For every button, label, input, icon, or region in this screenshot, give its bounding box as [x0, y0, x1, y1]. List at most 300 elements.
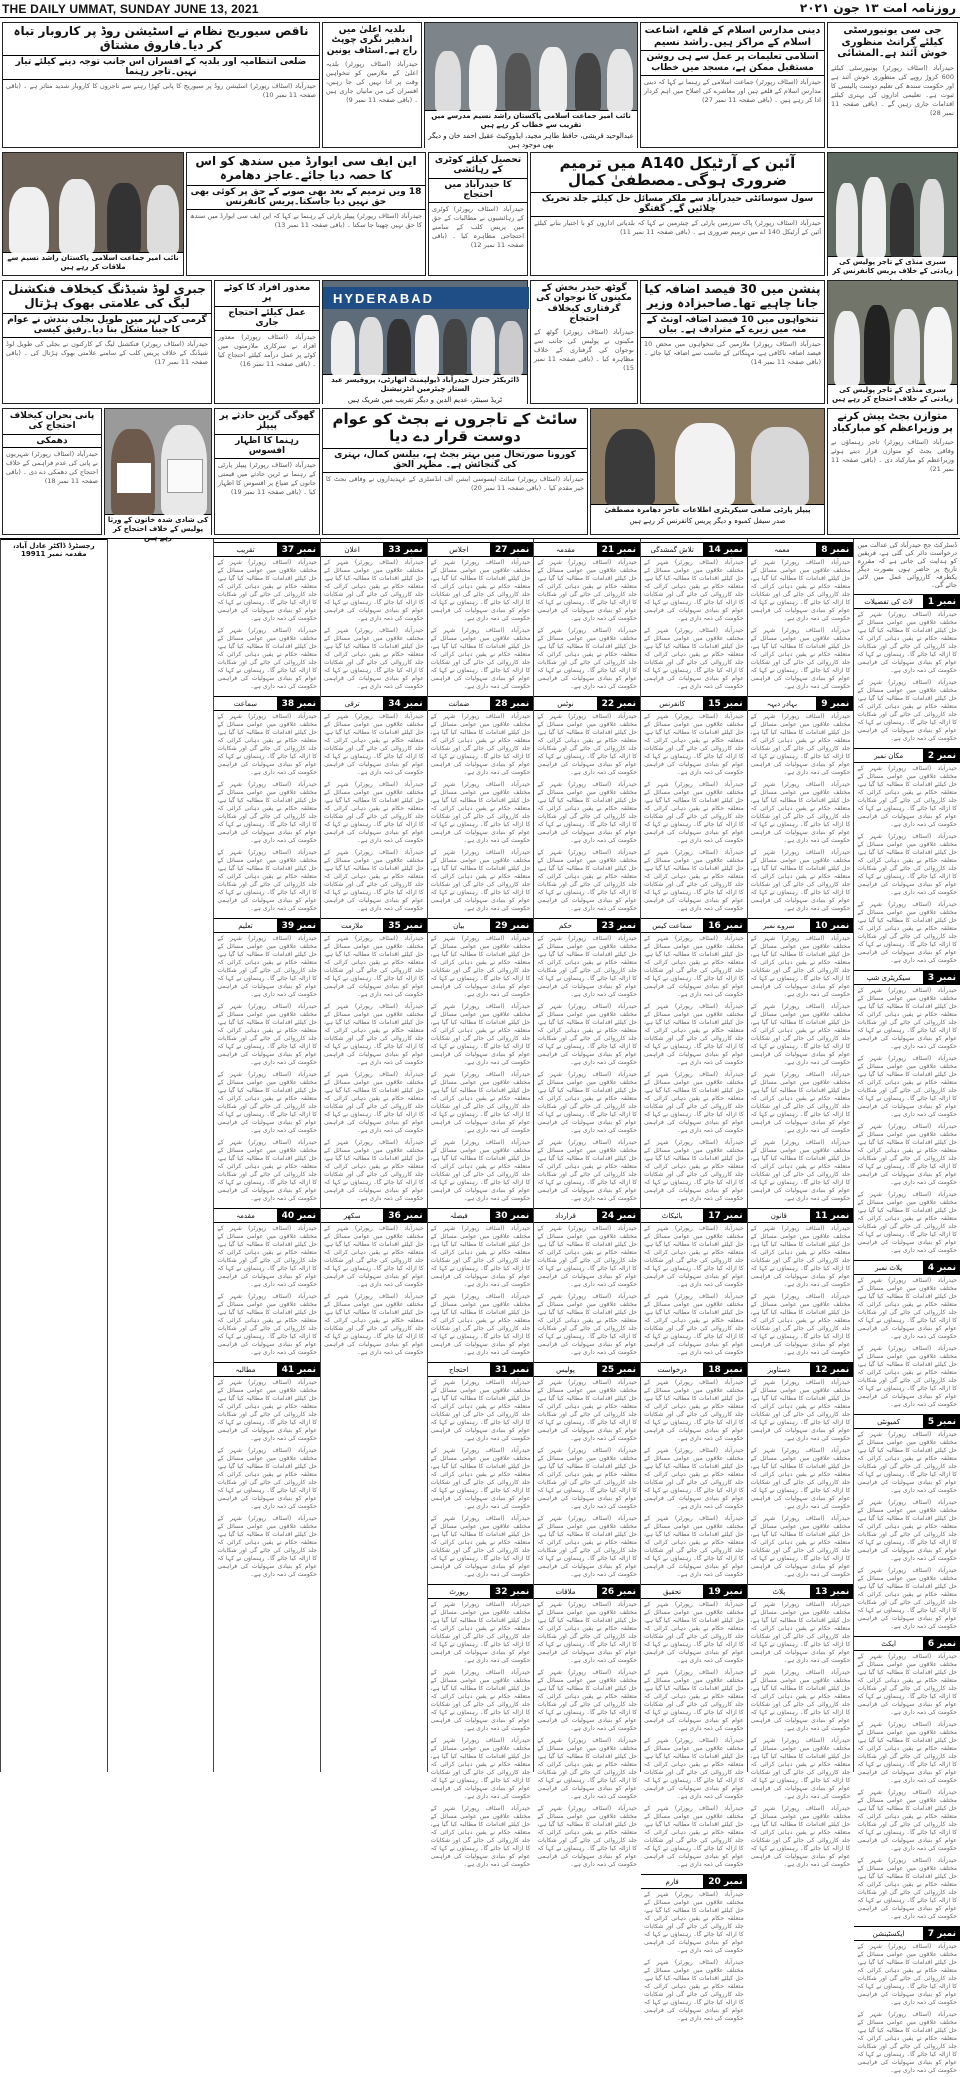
- masthead-english: THE DAILY UMMAT, SUNDAY JUNE 13, 2021: [2, 2, 259, 16]
- photo-caption: نائب امیر جماعت اسلامی پاکستان راشد نسیم مدرسے میں تقریب سے خطاب کر رہے ہیں: [425, 111, 637, 131]
- notice-title: ایکسٹینشن: [854, 1927, 924, 1940]
- notice-column: [533, 539, 640, 1868]
- story-body: حیدرآباد (اسٹاف رپورٹر) پیپلز پارٹی کے رہنما نے کہا کہ این ایف سی ایوارڈ میں سندھ کا حق نہیں چھینا جا سکتا ۔ (باقی صفحہ 11 نمبر 13): [190, 212, 422, 230]
- story-body: حیدرآباد (اسٹاف رپورٹر) فنکشنل لیگ کے کارکنوں نے بجلی کی طویل لوڈ شیڈنگ کے خلاف پریس کلب کے سامنے علامتی بھوک ہڑتال کی ۔ (باقی صفحہ 11 نمبر 17): [6, 340, 208, 367]
- notice-body: حیدرآباد (اسٹاف رپورٹر) شہر کے مختلف علاقوں میں عوامی مسائل کے حل کیلئے اقدامات کا مطالبہ کیا گیا ہے، متعلقہ حکام نے یقین دہانی کرائی کہ جلد کارروائی کی جائے گی اور شکایات کا ازالہ کیا جائے گا۔ رہنماؤں نے کہا کہ عوام کو بنیادی سہولیات کی فراہمی حکومت کی ذمہ داری ہے۔: [324, 627, 424, 690]
- photo-caption: پیپلز پارٹی ضلعی سیکریٹری اطلاعات عاجز دھامرہ مصطفیٰ: [591, 505, 824, 516]
- legal-notice: [534, 542, 640, 693]
- notice-header: [428, 1363, 534, 1377]
- story-photo-sabzi-mandi: [827, 152, 958, 276]
- notice-number: نمبر 32: [491, 1585, 533, 1598]
- legal-notice: [214, 696, 320, 915]
- notice-title: دستاویز: [748, 1363, 811, 1376]
- notice-body: حیدرآباد (اسٹاف رپورٹر) شہر کے مختلف علاقوں میں عوامی مسائل کے حل کیلئے اقدامات کا مطالبہ کیا گیا ہے، متعلقہ حکام نے یقین دہانی کرائی کہ جلد کارروائی کی جائے گی اور شکایات کا ازالہ کیا جائے گا۔ رہنماؤں نے کہا کہ عوام کو بنیادی سہولیات کی فراہمی حکومت کی ذمہ داری ہے۔: [537, 1225, 637, 1288]
- notice-header: [534, 1209, 640, 1223]
- notice-number: نمبر 39: [278, 919, 320, 932]
- notice-body: حیدرآباد (اسٹاف رپورٹر) شہر کے مختلف علاقوں میں عوامی مسائل کے حل کیلئے اقدامات کا مطالبہ کیا گیا ہے، متعلقہ حکام نے یقین دہانی کرائی کہ جلد کارروائی کی جائے گی اور شکایات کا ازالہ کیا جائے گا۔ رہنماؤں نے کہا کہ عوام کو بنیادی سہولیات کی فراہمی حکومت کی ذمہ داری ہے۔: [644, 1959, 744, 2022]
- legal-notice: [534, 696, 640, 915]
- notice-body: حیدرآباد (اسٹاف رپورٹر) شہر کے مختلف علاقوں میں عوامی مسائل کے حل کیلئے اقدامات کا مطالبہ کیا گیا ہے، متعلقہ حکام نے یقین دہانی کرائی کہ جلد کارروائی کی جائے گی اور شکایات کا ازالہ کیا جائے گا۔ رہنماؤں نے کہا کہ عوام کو بنیادی سہولیات کی فراہمی حکومت کی ذمہ داری ہے۔: [430, 1515, 531, 1578]
- notice-title: ضمانت: [428, 697, 491, 710]
- notice-body: حیدرآباد (اسٹاف رپورٹر) شہر کے مختلف علاقوں میں عوامی مسائل کے حل کیلئے اقدامات کا مطالبہ کیا گیا ہے، متعلقہ حکام نے یقین دہانی کرائی کہ جلد کارروائی کی جائے گی اور شکایات کا ازالہ کیا جائے گا۔ رہنماؤں نے کہا کہ عوام کو بنیادی سہولیات کی فراہمی حکومت کی ذمہ داری ہے۔: [324, 935, 424, 998]
- notice-number: نمبر 15: [704, 697, 746, 710]
- notice-column: [640, 539, 747, 2022]
- notice-column: [747, 539, 854, 1868]
- notice-body: حیدرآباد (اسٹاف رپورٹر) شہر کے مختلف علاقوں میں عوامی مسائل کے حل کیلئے اقدامات کا مطالبہ کیا گیا ہے، متعلقہ حکام نے یقین دہانی کرائی کہ جلد کارروائی کی جائے گی اور شکایات کا ازالہ کیا جائے گا۔ رہنماؤں نے کہا کہ عوام کو بنیادی سہولیات کی فراہمی حکومت کی ذمہ داری ہے۔: [217, 935, 317, 998]
- notice-body: حیدرآباد (اسٹاف رپورٹر) شہر کے مختلف علاقوں میں عوامی مسائل کے حل کیلئے اقدامات کا مطالبہ کیا گیا ہے، متعلقہ حکام نے یقین دہانی کرائی کہ جلد کارروائی کی جائے گی اور شکایات کا ازالہ کیا جائے گا۔ رہنماؤں نے کہا کہ عوام کو بنیادی سہولیات کی فراہمی حکومت کی ذمہ داری ہے۔: [644, 1293, 744, 1356]
- headline: معذور افراد کا کوٹے پر: [223, 283, 311, 304]
- notice-number: نمبر 24: [598, 1209, 640, 1222]
- notice-header: [748, 1209, 854, 1223]
- notice-body: حیدرآباد (اسٹاف رپورٹر) شہر کے مختلف علاقوں میں عوامی مسائل کے حل کیلئے اقدامات کا مطالبہ کیا گیا ہے، متعلقہ حکام نے یقین دہانی کرائی کہ جلد کارروائی کی جائے گی اور شکایات کا ازالہ کیا جائے گا۔ رہنماؤں نے کہا کہ عوام کو بنیادی سہولیات کی فراہمی حکومت کی ذمہ داری ہے۔: [537, 1737, 637, 1800]
- notice-body: حیدرآباد (اسٹاف رپورٹر) شہر کے مختلف علاقوں میں عوامی مسائل کے حل کیلئے اقدامات کا مطالبہ کیا گیا ہے، متعلقہ حکام نے یقین دہانی کرائی کہ جلد کارروائی کی جائے گی اور شکایات کا ازالہ کیا جائے گا۔ رہنماؤں نے کہا کہ عوام کو بنیادی سہولیات کی فراہمی حکومت کی ذمہ داری ہے۔: [324, 1293, 424, 1356]
- headline: تحصیل کیلئے کوٹری کے رہائشی: [434, 155, 522, 176]
- notice-number: نمبر 7: [924, 1927, 960, 1940]
- notice-body: حیدرآباد (اسٹاف رپورٹر) شہر کے مختلف علاقوں میں عوامی مسائل کے حل کیلئے اقدامات کا مطالبہ کیا گیا ہے، متعلقہ حکام نے یقین دہانی کرائی کہ جلد کارروائی کی جائے گی اور شکایات کا ازالہ کیا جائے گا۔ رہنماؤں نے کہا کہ عوام کو بنیادی سہولیات کی فراہمی حکومت کی ذمہ داری ہے۔: [217, 1447, 317, 1510]
- notice-number: نمبر 18: [704, 1363, 746, 1376]
- notice-number: نمبر 13: [811, 1585, 853, 1598]
- notice-title: حکم: [534, 919, 597, 932]
- legal-notice: [428, 696, 534, 915]
- legal-notices-section: [0, 538, 960, 2074]
- legal-notice: [641, 1584, 747, 1871]
- notice-number: نمبر 20: [704, 1875, 746, 1888]
- notice-body: حیدرآباد (اسٹاف رپورٹر) شہر کے مختلف علاقوں میں عوامی مسائل کے حل کیلئے اقدامات کا مطالبہ کیا گیا ہے، متعلقہ حکام نے یقین دہانی کرائی کہ جلد کارروائی کی جائے گی اور شکایات کا ازالہ کیا جائے گا۔ رہنماؤں نے کہا کہ عوام کو بنیادی سہولیات کی فراہمی حکومت کی ذمہ داری ہے۔: [537, 1003, 637, 1066]
- notice-header: [214, 919, 320, 933]
- notice-body: حیدرآباد (اسٹاف رپورٹر) شہر کے مختلف علاقوں میں عوامی مسائل کے حل کیلئے اقدامات کا مطالبہ کیا گیا ہے، متعلقہ حکام نے یقین دہانی کرائی کہ جلد کارروائی کی جائے گی اور شکایات کا ازالہ کیا جائے گا۔ رہنماؤں نے کہا کہ عوام کو بنیادی سہولیات کی فراہمی حکومت کی ذمہ داری ہے۔: [750, 1601, 851, 1664]
- news-photo: HYDERABAD: [323, 281, 527, 375]
- notice-header: [214, 543, 320, 557]
- photo-caption-2: عبدالوحید قریشی، حافظ طاہر مجید، ایڈووکیٹ عقیل احمد خان و دیگر بھی موجود ہیں: [425, 131, 637, 151]
- headline: گوٹھ حیدر بخش کے مکینوں کا نوجوان کی گرفتاری کیخلاف احتجاج: [536, 283, 632, 325]
- legal-notice: [534, 1584, 640, 1871]
- notice-column: [213, 539, 320, 1772]
- notice-body: حیدرآباد (اسٹاف رپورٹر) شہر کے مختلف علاقوں میں عوامی مسائل کے حل کیلئے اقدامات کا مطالبہ کیا گیا ہے، متعلقہ حکام نے یقین دہانی کرائی کہ جلد کارروائی کی جائے گی اور شکایات کا ازالہ کیا جائے گا۔ رہنماؤں نے کہا کہ عوام کو بنیادی سہولیات کی فراہمی حکومت کی ذمہ داری ہے۔: [857, 1857, 957, 1920]
- notice-body: حیدرآباد (اسٹاف رپورٹر) شہر کے مختلف علاقوں میں عوامی مسائل کے حل کیلئے اقدامات کا مطالبہ کیا گیا ہے، متعلقہ حکام نے یقین دہانی کرائی کہ جلد کارروائی کی جائے گی اور شکایات کا ازالہ کیا جائے گا۔ رہنماؤں نے کہا کہ عوام کو بنیادی سہولیات کی فراہمی حکومت کی ذمہ داری ہے۔: [750, 559, 851, 622]
- notice-title: سماعت کیس: [641, 919, 704, 932]
- notice-body: حیدرآباد (اسٹاف رپورٹر) شہر کے مختلف علاقوں میں عوامی مسائل کے حل کیلئے اقدامات کا مطالبہ کیا گیا ہے، متعلقہ حکام نے یقین دہانی کرائی کہ جلد کارروائی کی جائے گی اور شکایات کا ازالہ کیا جائے گا۔ رہنماؤں نے کہا کہ عوام کو بنیادی سہولیات کی فراہمی حکومت کی ذمہ داری ہے۔: [750, 627, 851, 690]
- notice-body: حیدرآباد (اسٹاف رپورٹر) شہر کے مختلف علاقوں میں عوامی مسائل کے حل کیلئے اقدامات کا مطالبہ کیا گیا ہے، متعلقہ حکام نے یقین دہانی کرائی کہ جلد کارروائی کی جائے گی اور شکایات کا ازالہ کیا جائے گا۔ رہنماؤں نے کہا کہ عوام کو بنیادی سہولیات کی فراہمی حکومت کی ذمہ داری ہے۔: [750, 1447, 851, 1510]
- notice-header: [534, 1585, 640, 1599]
- subheadline: ضلعی انتظامیہ اور بلدیہ کے افسران اس جانب توجہ دینے کیلئے تیار نہیں۔تاجر رہنما: [3, 55, 319, 81]
- notice-title: کمیونٹی: [854, 1415, 924, 1428]
- notice-number: نمبر 27: [491, 543, 533, 556]
- notice-number: نمبر 12: [811, 1363, 853, 1376]
- subheadline: تنخواہوں میں 10 فیصد اضافہ اونٹ کے منہ میں زیرے کے مترادف ہے۔ بیان: [641, 313, 824, 339]
- headline: این ایف سی ایوارڈ میں سندھ کو اس کا حصہ دیا جائے۔عاجز دھامرہ: [195, 154, 417, 182]
- legal-notice: [214, 1362, 320, 1581]
- notice-header: [641, 697, 747, 711]
- news-photo: [3, 153, 183, 253]
- notice-number: نمبر 16: [704, 919, 746, 932]
- story-photo-meeting: [2, 152, 184, 276]
- story-body: حیدرآباد (اسٹاف رپورٹر) سائٹ ایسوسی ایشن آف انڈسٹری کے عہدیداروں نے وفاقی بجٹ کا خیر مقدم کیا ۔ (باقی صفحہ 11 نمبر 20): [326, 475, 584, 493]
- legal-notice: [748, 1584, 854, 1871]
- notice-number: نمبر 37: [278, 543, 320, 556]
- legal-notice: [641, 696, 747, 915]
- notice-body: حیدرآباد (اسٹاف رپورٹر) شہر کے مختلف علاقوں میں عوامی مسائل کے حل کیلئے اقدامات کا مطالبہ کیا گیا ہے، متعلقہ حکام نے یقین دہانی کرائی کہ جلد کارروائی کی جائے گی اور شکایات کا ازالہ کیا جائے گا۔ رہنماؤں نے کہا کہ عوام کو بنیادی سہولیات کی فراہمی حکومت کی ذمہ داری ہے۔: [644, 1891, 744, 1954]
- subheadline: دھمکی: [3, 434, 101, 449]
- notice-title: فیصلہ: [428, 1209, 491, 1222]
- notice-title: تلاش گمشدگی: [641, 543, 704, 556]
- story-photo-ppp-press: [590, 408, 825, 535]
- story-mustafa-kamal: [530, 152, 825, 276]
- notice-body: حیدرآباد (اسٹاف رپورٹر) شہر کے مختلف علاقوں میں عوامی مسائل کے حل کیلئے اقدامات کا مطالبہ کیا گیا ہے، متعلقہ حکام نے یقین دہانی کرائی کہ جلد کارروائی کی جائے گی اور شکایات کا ازالہ کیا جائے گا۔ رہنماؤں نے کہا کہ عوام کو بنیادی سہولیات کی فراہمی حکومت کی ذمہ داری ہے۔: [857, 765, 957, 828]
- notice-header: [428, 697, 534, 711]
- notice-header: [641, 1363, 747, 1377]
- notice-body: حیدرآباد (اسٹاف رپورٹر) شہر کے مختلف علاقوں میں عوامی مسائل کے حل کیلئے اقدامات کا مطالبہ کیا گیا ہے، متعلقہ حکام نے یقین دہانی کرائی کہ جلد کارروائی کی جائے گی اور شکایات کا ازالہ کیا جائے گا۔ رہنماؤں نے کہا کہ عوام کو بنیادی سہولیات کی فراہمی حکومت کی ذمہ داری ہے۔: [430, 1447, 531, 1510]
- notice-title: اجلاس: [428, 543, 491, 556]
- notice-body: حیدرآباد (اسٹاف رپورٹر) شہر کے مختلف علاقوں میں عوامی مسائل کے حل کیلئے اقدامات کا مطالبہ کیا گیا ہے، متعلقہ حکام نے یقین دہانی کرائی کہ جلد کارروائی کی جائے گی اور شکایات کا ازالہ کیا جائے گا۔ رہنماؤں نے کہا کہ عوام کو بنیادی سہولیات کی فراہمی حکومت کی ذمہ داری ہے۔: [430, 1805, 531, 1868]
- story-photo-rashid-naseem: [424, 22, 638, 148]
- notice-body: حیدرآباد (اسٹاف رپورٹر) شہر کے مختلف علاقوں میں عوامی مسائل کے حل کیلئے اقدامات کا مطالبہ کیا گیا ہے، متعلقہ حکام نے یقین دہانی کرائی کہ جلد کارروائی کی جائے گی اور شکایات کا ازالہ کیا جائے گا۔ رہنماؤں نے کہا کہ عوام کو بنیادی سہولیات کی فراہمی حکومت کی ذمہ داری ہے۔: [324, 1003, 424, 1066]
- notice-number: نمبر 26: [598, 1585, 640, 1598]
- legal-notice: [641, 1874, 747, 2025]
- notice-header: [641, 543, 747, 557]
- notice-body: حیدرآباد (اسٹاف رپورٹر) شہر کے مختلف علاقوں میں عوامی مسائل کے حل کیلئے اقدامات کا مطالبہ کیا گیا ہے، متعلقہ حکام نے یقین دہانی کرائی کہ جلد کارروائی کی جائے گی اور شکایات کا ازالہ کیا جائے گا۔ رہنماؤں نے کہا کہ عوام کو بنیادی سہولیات کی فراہمی حکومت کی ذمہ داری ہے۔: [857, 833, 957, 896]
- notice-body: حیدرآباد (اسٹاف رپورٹر) شہر کے مختلف علاقوں میں عوامی مسائل کے حل کیلئے اقدامات کا مطالبہ کیا گیا ہے، متعلقہ حکام نے یقین دہانی کرائی کہ جلد کارروائی کی جائے گی اور شکایات کا ازالہ کیا جائے گا۔ رہنماؤں نے کہا کہ عوام کو بنیادی سہولیات کی فراہمی حکومت کی ذمہ داری ہے۔: [857, 1055, 957, 1118]
- notice-header: [854, 1415, 960, 1429]
- story-sewerage: [2, 22, 320, 148]
- notice-header: [428, 1209, 534, 1223]
- news-photo: [828, 153, 957, 257]
- notice-body: حیدرآباد (اسٹاف رپورٹر) شہر کے مختلف علاقوں میں عوامی مسائل کے حل کیلئے اقدامات کا مطالبہ کیا گیا ہے، متعلقہ حکام نے یقین دہانی کرائی کہ جلد کارروائی کی جائے گی اور شکایات کا ازالہ کیا جائے گا۔ رہنماؤں نے کہا کہ عوام کو بنیادی سہولیات کی فراہمی حکومت کی ذمہ داری ہے۔: [750, 849, 851, 912]
- notice-body: حیدرآباد (اسٹاف رپورٹر) شہر کے مختلف علاقوں میں عوامی مسائل کے حل کیلئے اقدامات کا مطالبہ کیا گیا ہے، متعلقہ حکام نے یقین دہانی کرائی کہ جلد کارروائی کی جائے گی اور شکایات کا ازالہ کیا جائے گا۔ رہنماؤں نے کہا کہ عوام کو بنیادی سہولیات کی فراہمی حکومت کی ذمہ داری ہے۔: [430, 713, 531, 776]
- notice-body: حیدرآباد (اسٹاف رپورٹر) شہر کے مختلف علاقوں میں عوامی مسائل کے حل کیلئے اقدامات کا مطالبہ کیا گیا ہے، متعلقہ حکام نے یقین دہانی کرائی کہ جلد کارروائی کی جائے گی اور شکایات کا ازالہ کیا جائے گا۔ رہنماؤں نے کہا کہ عوام کو بنیادی سہولیات کی فراہمی حکومت کی ذمہ داری ہے۔: [857, 987, 957, 1050]
- notice-header: [854, 1261, 960, 1275]
- notice-body: حیدرآباد (اسٹاف رپورٹر) شہر کے مختلف علاقوں میں عوامی مسائل کے حل کیلئے اقدامات کا مطالبہ کیا گیا ہے، متعلقہ حکام نے یقین دہانی کرائی کہ جلد کارروائی کی جائے گی اور شکایات کا ازالہ کیا جائے گا۔ رہنماؤں نے کہا کہ عوام کو بنیادی سہولیات کی فراہمی حکومت کی ذمہ داری ہے۔: [430, 1601, 531, 1664]
- notice-body: حیدرآباد (اسٹاف رپورٹر) شہر کے مختلف علاقوں میں عوامی مسائل کے حل کیلئے اقدامات کا مطالبہ کیا گیا ہے، متعلقہ حکام نے یقین دہانی کرائی کہ جلد کارروائی کی جائے گی اور شکایات کا ازالہ کیا جائے گا۔ رہنماؤں نے کہا کہ عوام کو بنیادی سہولیات کی فراہمی حکومت کی ذمہ داری ہے۔: [217, 1071, 317, 1134]
- legal-notice: [321, 542, 427, 693]
- subheadline: 18 ویں ترمیم کے بعد بھی صوبے کے حق پر کوئی بھی حق نہیں دیا جاسکتا۔پریس کانفرنس: [187, 185, 425, 211]
- notice-body: حیدرآباد (اسٹاف رپورٹر) شہر کے مختلف علاقوں میں عوامی مسائل کے حل کیلئے اقدامات کا مطالبہ کیا گیا ہے، متعلقہ حکام نے یقین دہانی کرائی کہ جلد کارروائی کی جائے گی اور شکایات کا ازالہ کیا جائے گا۔ رہنماؤں نے کہا کہ عوام کو بنیادی سہولیات کی فراہمی حکومت کی ذمہ داری ہے۔: [324, 559, 424, 622]
- notice-header: [641, 1875, 747, 1889]
- notice-body: حیدرآباد (اسٹاف رپورٹر) شہر کے مختلف علاقوں میں عوامی مسائل کے حل کیلئے اقدامات کا مطالبہ کیا گیا ہے، متعلقہ حکام نے یقین دہانی کرائی کہ جلد کارروائی کی جائے گی اور شکایات کا ازالہ کیا جائے گا۔ رہنماؤں نے کہا کہ عوام کو بنیادی سہولیات کی فراہمی حکومت کی ذمہ داری ہے۔: [750, 935, 851, 998]
- notice-title: رپورٹ: [428, 1585, 491, 1598]
- notice-number: نمبر 35: [384, 919, 426, 932]
- notice-body: حیدرآباد (اسٹاف رپورٹر) شہر کے مختلف علاقوں میں عوامی مسائل کے حل کیلئے اقدامات کا مطالبہ کیا گیا ہے، متعلقہ حکام نے یقین دہانی کرائی کہ جلد کارروائی کی جائے گی اور شکایات کا ازالہ کیا جائے گا۔ رہنماؤں نے کہا کہ عوام کو بنیادی سہولیات کی فراہمی حکومت کی ذمہ داری ہے۔: [644, 1737, 744, 1800]
- legal-notice: [854, 1926, 960, 2077]
- notice-body: حیدرآباد (اسٹاف رپورٹر) شہر کے مختلف علاقوں میں عوامی مسائل کے حل کیلئے اقدامات کا مطالبہ کیا گیا ہے، متعلقہ حکام نے یقین دہانی کرائی کہ جلد کارروائی کی جائے گی اور شکایات کا ازالہ کیا جائے گا۔ رہنماؤں نے کہا کہ عوام کو بنیادی سہولیات کی فراہمی حکومت کی ذمہ داری ہے۔: [750, 713, 851, 776]
- notice-header: [428, 1585, 534, 1599]
- notice-number: نمبر 30: [491, 1209, 533, 1222]
- notice-body: حیدرآباد (اسٹاف رپورٹر) شہر کے مختلف علاقوں میں عوامی مسائل کے حل کیلئے اقدامات کا مطالبہ کیا گیا ہے، متعلقہ حکام نے یقین دہانی کرائی کہ جلد کارروائی کی جائے گی اور شکایات کا ازالہ کیا جائے گا۔ رہنماؤں نے کہا کہ عوام کو بنیادی سہولیات کی فراہمی حکومت کی ذمہ داری ہے۔: [537, 1601, 637, 1664]
- notice-title: کانفرنس: [641, 697, 704, 710]
- notice-body: حیدرآباد (اسٹاف رپورٹر) شہر کے مختلف علاقوں میں عوامی مسائل کے حل کیلئے اقدامات کا مطالبہ کیا گیا ہے، متعلقہ حکام نے یقین دہانی کرائی کہ جلد کارروائی کی جائے گی اور شکایات کا ازالہ کیا جائے گا۔ رہنماؤں نے کہا کہ عوام کو بنیادی سہولیات کی فراہمی حکومت کی ذمہ داری ہے۔: [430, 1139, 531, 1202]
- story-ghotki-train: [214, 408, 320, 535]
- notice-body: حیدرآباد (اسٹاف رپورٹر) شہر کے مختلف علاقوں میں عوامی مسائل کے حل کیلئے اقدامات کا مطالبہ کیا گیا ہے، متعلقہ حکام نے یقین دہانی کرائی کہ جلد کارروائی کی جائے گی اور شکایات کا ازالہ کیا جائے گا۔ رہنماؤں نے کہا کہ عوام کو بنیادی سہولیات کی فراہمی حکومت کی ذمہ داری ہے۔: [430, 1669, 531, 1732]
- notice-number: نمبر 36: [384, 1209, 426, 1222]
- notice-title: سیکریٹری شپ: [854, 971, 924, 984]
- notice-body: حیدرآباد (اسٹاف رپورٹر) شہر کے مختلف علاقوں میں عوامی مسائل کے حل کیلئے اقدامات کا مطالبہ کیا گیا ہے، متعلقہ حکام نے یقین دہانی کرائی کہ جلد کارروائی کی جائے گی اور شکایات کا ازالہ کیا جائے گا۔ رہنماؤں نے کہا کہ عوام کو بنیادی سہولیات کی فراہمی حکومت کی ذمہ داری ہے۔: [324, 1071, 424, 1134]
- notice-body: حیدرآباد (اسٹاف رپورٹر) شہر کے مختلف علاقوں میں عوامی مسائل کے حل کیلئے اقدامات کا مطالبہ کیا گیا ہے، متعلقہ حکام نے یقین دہانی کرائی کہ جلد کارروائی کی جائے گی اور شکایات کا ازالہ کیا جائے گا۔ رہنماؤں نے کہا کہ عوام کو بنیادی سہولیات کی فراہمی حکومت کی ذمہ داری ہے۔: [857, 1789, 957, 1852]
- legal-notice: [641, 918, 747, 1205]
- notice-body: حیدرآباد (اسٹاف رپورٹر) شہر کے مختلف علاقوں میں عوامی مسائل کے حل کیلئے اقدامات کا مطالبہ کیا گیا ہے، متعلقہ حکام نے یقین دہانی کرائی کہ جلد کارروائی کی جائے گی اور شکایات کا ازالہ کیا جائے گا۔ رہنماؤں نے کہا کہ عوام کو بنیادی سہولیات کی فراہمی حکومت کی ذمہ داری ہے۔: [857, 1943, 957, 2006]
- legal-notice: [854, 748, 960, 967]
- notice-title: ایکٹ: [854, 1637, 924, 1650]
- story-body: حیدرآباد (اسٹاف رپورٹر) شہریوں نے پانی کی عدم فراہمی کے خلاف احتجاج کی دھمکی دے دی ۔ (باقی صفحہ 11 نمبر 18): [6, 450, 98, 486]
- headline: متوازن بجٹ پیش کرنے پر وزیراعظم کو مبارکباد: [832, 411, 953, 434]
- notice-body: حیدرآباد (اسٹاف رپورٹر) شہر کے مختلف علاقوں میں عوامی مسائل کے حل کیلئے اقدامات کا مطالبہ کیا گیا ہے، متعلقہ حکام نے یقین دہانی کرائی کہ جلد کارروائی کی جائے گی اور شکایات کا ازالہ کیا جائے گا۔ رہنماؤں نے کہا کہ عوام کو بنیادی سہولیات کی فراہمی حکومت کی ذمہ داری ہے۔: [644, 1805, 744, 1868]
- legal-notice: [534, 1362, 640, 1581]
- notice-title: ترقی: [321, 697, 384, 710]
- notice-header: [748, 1585, 854, 1599]
- story-disabled-quota: [214, 280, 320, 404]
- notice-body: حیدرآباد (اسٹاف رپورٹر) شہر کے مختلف علاقوں میں عوامی مسائل کے حل کیلئے اقدامات کا مطالبہ کیا گیا ہے، متعلقہ حکام نے یقین دہانی کرائی کہ جلد کارروائی کی جائے گی اور شکایات کا ازالہ کیا جائے گا۔ رہنماؤں نے کہا کہ عوام کو بنیادی سہولیات کی فراہمی حکومت کی ذمہ داری ہے۔: [430, 1071, 531, 1134]
- notice-number: نمبر 23: [598, 919, 640, 932]
- notice-body: حیدرآباد (اسٹاف رپورٹر) شہر کے مختلف علاقوں میں عوامی مسائل کے حل کیلئے اقدامات کا مطالبہ کیا گیا ہے، متعلقہ حکام نے یقین دہانی کرائی کہ جلد کارروائی کی جائے گی اور شکایات کا ازالہ کیا جائے گا۔ رہنماؤں نے کہا کہ عوام کو بنیادی سہولیات کی فراہمی حکومت کی ذمہ داری ہے۔: [537, 1805, 637, 1868]
- headline: جبری لوڈ شیڈنگ کیخلاف فنکشنل لیگ کی علامتی بھوک ہڑتال: [8, 282, 206, 310]
- masthead: [0, 0, 960, 18]
- notice-body: حیدرآباد (اسٹاف رپورٹر) شہر کے مختلف علاقوں میں عوامی مسائل کے حل کیلئے اقدامات کا مطالبہ کیا گیا ہے، متعلقہ حکام نے یقین دہانی کرائی کہ جلد کارروائی کی جائے گی اور شکایات کا ازالہ کیا جائے گا۔ رہنماؤں نے کہا کہ عوام کو بنیادی سہولیات کی فراہمی حکومت کی ذمہ داری ہے۔: [537, 559, 637, 622]
- legal-notice: [748, 1362, 854, 1581]
- notice-number: نمبر 1: [924, 595, 960, 608]
- notice-body: حیدرآباد (اسٹاف رپورٹر) شہر کے مختلف علاقوں میں عوامی مسائل کے حل کیلئے اقدامات کا مطالبہ کیا گیا ہے، متعلقہ حکام نے یقین دہانی کرائی کہ جلد کارروائی کی جائے گی اور شکایات کا ازالہ کیا جائے گا۔ رہنماؤں نے کہا کہ عوام کو بنیادی سہولیات کی فراہمی حکومت کی ذمہ داری ہے۔: [857, 679, 957, 742]
- notice-body: حیدرآباد (اسٹاف رپورٹر) شہر کے مختلف علاقوں میں عوامی مسائل کے حل کیلئے اقدامات کا مطالبہ کیا گیا ہے، متعلقہ حکام نے یقین دہانی کرائی کہ جلد کارروائی کی جائے گی اور شکایات کا ازالہ کیا جائے گا۔ رہنماؤں نے کہا کہ عوام کو بنیادی سہولیات کی فراہمی حکومت کی ذمہ داری ہے۔: [537, 935, 637, 998]
- notice-body: حیدرآباد (اسٹاف رپورٹر) شہر کے مختلف علاقوں میں عوامی مسائل کے حل کیلئے اقدامات کا مطالبہ کیا گیا ہے، متعلقہ حکام نے یقین دہانی کرائی کہ جلد کارروائی کی جائے گی اور شکایات کا ازالہ کیا جائے گا۔ رہنماؤں نے کہا کہ عوام کو بنیادی سہولیات کی فراہمی حکومت کی ذمہ داری ہے۔: [217, 1139, 317, 1202]
- notice-body: حیدرآباد (اسٹاف رپورٹر) شہر کے مختلف علاقوں میں عوامی مسائل کے حل کیلئے اقدامات کا مطالبہ کیا گیا ہے، متعلقہ حکام نے یقین دہانی کرائی کہ جلد کارروائی کی جائے گی اور شکایات کا ازالہ کیا جائے گا۔ رہنماؤں نے کہا کہ عوام کو بنیادی سہولیات کی فراہمی حکومت کی ذمہ داری ہے۔: [217, 849, 317, 912]
- notice-body: حیدرآباد (اسٹاف رپورٹر) شہر کے مختلف علاقوں میں عوامی مسائل کے حل کیلئے اقدامات کا مطالبہ کیا گیا ہے، متعلقہ حکام نے یقین دہانی کرائی کہ جلد کارروائی کی جائے گی اور شکایات کا ازالہ کیا جائے گا۔ رہنماؤں نے کہا کہ عوام کو بنیادی سہولیات کی فراہمی حکومت کی ذمہ داری ہے۔: [430, 1225, 531, 1288]
- notice-header: [854, 971, 960, 985]
- story-body: حیدرآباد (اسٹاف رپورٹر) تاجر رہنماؤں نے وفاقی بجٹ کو متوازن قرار دیتے ہوئے وزیراعظم کو مبارکباد دی ۔ (باقی صفحہ 11 نمبر 21): [831, 438, 954, 473]
- notice-body: حیدرآباد (اسٹاف رپورٹر) شہر کے مختلف علاقوں میں عوامی مسائل کے حل کیلئے اقدامات کا مطالبہ کیا گیا ہے، متعلقہ حکام نے یقین دہانی کرائی کہ جلد کارروائی کی جائے گی اور شکایات کا ازالہ کیا جائے گا۔ رہنماؤں نے کہا کہ عوام کو بنیادی سہولیات کی فراہمی حکومت کی ذمہ داری ہے۔: [857, 1653, 957, 1716]
- notice-header: [748, 697, 854, 711]
- notice-body: حیدرآباد (اسٹاف رپورٹر) شہر کے مختلف علاقوں میں عوامی مسائل کے حل کیلئے اقدامات کا مطالبہ کیا گیا ہے، متعلقہ حکام نے یقین دہانی کرائی کہ جلد کارروائی کی جائے گی اور شکایات کا ازالہ کیا جائے گا۔ رہنماؤں نے کہا کہ عوام کو بنیادی سہولیات کی فراہمی حکومت کی ذمہ داری ہے۔: [644, 781, 744, 844]
- notice-body: حیدرآباد (اسٹاف رپورٹر) شہر کے مختلف علاقوں میں عوامی مسائل کے حل کیلئے اقدامات کا مطالبہ کیا گیا ہے، متعلقہ حکام نے یقین دہانی کرائی کہ جلد کارروائی کی جائے گی اور شکایات کا ازالہ کیا جائے گا۔ رہنماؤں نے کہا کہ عوام کو بنیادی سہولیات کی فراہمی حکومت کی ذمہ داری ہے۔: [430, 935, 531, 998]
- notice-body: حیدرآباد (اسٹاف رپورٹر) شہر کے مختلف علاقوں میں عوامی مسائل کے حل کیلئے اقدامات کا مطالبہ کیا گیا ہے، متعلقہ حکام نے یقین دہانی کرائی کہ جلد کارروائی کی جائے گی اور شکایات کا ازالہ کیا جائے گا۔ رہنماؤں نے کہا کہ عوام کو بنیادی سہولیات کی فراہمی حکومت کی ذمہ داری ہے۔: [750, 1669, 851, 1732]
- story-water-crisis: [2, 408, 102, 535]
- legal-notice: [748, 918, 854, 1205]
- notice-title: احتجاج: [428, 1363, 491, 1376]
- legal-notice: [428, 918, 534, 1205]
- notice-title: تقریب: [214, 543, 277, 556]
- legal-notice: [321, 918, 427, 1205]
- notice-header: [854, 1637, 960, 1651]
- notice-title: مقدمہ: [534, 543, 597, 556]
- notice-body: حیدرآباد (اسٹاف رپورٹر) شہر کے مختلف علاقوں میں عوامی مسائل کے حل کیلئے اقدامات کا مطالبہ کیا گیا ہے، متعلقہ حکام نے یقین دہانی کرائی کہ جلد کارروائی کی جائے گی اور شکایات کا ازالہ کیا جائے گا۔ رہنماؤں نے کہا کہ عوام کو بنیادی سہولیات کی فراہمی حکومت کی ذمہ داری ہے۔: [537, 1669, 637, 1732]
- notice-number: نمبر 40: [278, 1209, 320, 1222]
- notice-title: مکان نمبر: [854, 749, 924, 762]
- notice-header: [321, 543, 427, 557]
- legal-notice: [214, 1208, 320, 1359]
- notice-header: [854, 595, 960, 609]
- story-madaris: [640, 22, 825, 148]
- notice-title: سماعت: [214, 697, 277, 710]
- headline: دینی مدارس اسلام کے قلعے، اشاعت اسلام کے مراکز ہیں۔راشد نسیم: [644, 25, 821, 48]
- notice-title: پولیس: [534, 1363, 597, 1376]
- story-body: حیدرآباد (اسٹاف رپورٹر) جماعت اسلامی کے رہنما نے کہا کہ دینی مدارس اسلام کے قلعے ہیں اور معاشرے کی اصلاح میں اہم کردار ادا کر رہے ہیں ۔ (باقی صفحہ 11 نمبر 27): [644, 77, 821, 104]
- notice-header: [641, 1209, 747, 1223]
- notice-title: بہادر دیہہ: [748, 697, 818, 710]
- notice-title: قرارداد: [534, 1209, 597, 1222]
- notice-body: حیدرآباد (اسٹاف رپورٹر) شہر کے مختلف علاقوں میں عوامی مسائل کے حل کیلئے اقدامات کا مطالبہ کیا گیا ہے، متعلقہ حکام نے یقین دہانی کرائی کہ جلد کارروائی کی جائے گی اور شکایات کا ازالہ کیا جائے گا۔ رہنماؤں نے کہا کہ عوام کو بنیادی سہولیات کی فراہمی حکومت کی ذمہ داری ہے۔: [857, 1345, 957, 1408]
- legal-notice: [641, 542, 747, 693]
- notice-number: نمبر 9: [817, 697, 853, 710]
- notice-body: حیدرآباد (اسٹاف رپورٹر) شہر کے مختلف علاقوں میں عوامی مسائل کے حل کیلئے اقدامات کا مطالبہ کیا گیا ہے، متعلقہ حکام نے یقین دہانی کرائی کہ جلد کارروائی کی جائے گی اور شکایات کا ازالہ کیا جائے گا۔ رہنماؤں نے کہا کہ عوام کو بنیادی سہولیات کی فراہمی حکومت کی ذمہ داری ہے۔: [644, 1225, 744, 1288]
- notice-body: حیدرآباد (اسٹاف رپورٹر) شہر کے مختلف علاقوں میں عوامی مسائل کے حل کیلئے اقدامات کا مطالبہ کیا گیا ہے، متعلقہ حکام نے یقین دہانی کرائی کہ جلد کارروائی کی جائے گی اور شکایات کا ازالہ کیا جائے گا۔ رہنماؤں نے کہا کہ عوام کو بنیادی سہولیات کی فراہمی حکومت کی ذمہ داری ہے۔: [217, 1225, 317, 1288]
- notice-header: [534, 1363, 640, 1377]
- notice-body: حیدرآباد (اسٹاف رپورٹر) شہر کے مختلف علاقوں میں عوامی مسائل کے حل کیلئے اقدامات کا مطالبہ کیا گیا ہے، متعلقہ حکام نے یقین دہانی کرائی کہ جلد کارروائی کی جائے گی اور شکایات کا ازالہ کیا جائے گا۔ رہنماؤں نے کہا کہ عوام کو بنیادی سہولیات کی فراہمی حکومت کی ذمہ داری ہے۔: [537, 1515, 637, 1578]
- notice-title: بائیکاٹ: [641, 1209, 704, 1222]
- notice-body: حیدرآباد (اسٹاف رپورٹر) شہر کے مختلف علاقوں میں عوامی مسائل کے حل کیلئے اقدامات کا مطالبہ کیا گیا ہے، متعلقہ حکام نے یقین دہانی کرائی کہ جلد کارروائی کی جائے گی اور شکایات کا ازالہ کیا جائے گا۔ رہنماؤں نے کہا کہ عوام کو بنیادی سہولیات کی فراہمی حکومت کی ذمہ داری ہے۔: [644, 1447, 744, 1510]
- photo-caption: کی شادی شدہ خاتون کے ورثا پولیس کے خلاف احتجاج کر رہے ہیں: [105, 515, 211, 544]
- story-kotri-protest: [428, 152, 528, 276]
- notice-number: نمبر 38: [278, 697, 320, 710]
- legal-notice: [428, 1208, 534, 1359]
- notice-body: حیدرآباد (اسٹاف رپورٹر) شہر کے مختلف علاقوں میں عوامی مسائل کے حل کیلئے اقدامات کا مطالبہ کیا گیا ہے، متعلقہ حکام نے یقین دہانی کرائی کہ جلد کارروائی کی جائے گی اور شکایات کا ازالہ کیا جائے گا۔ رہنماؤں نے کہا کہ عوام کو بنیادی سہولیات کی فراہمی حکومت کی ذمہ داری ہے۔: [537, 1379, 637, 1442]
- notice-title: ملاقات: [534, 1585, 597, 1598]
- notice-body: حیدرآباد (اسٹاف رپورٹر) شہر کے مختلف علاقوں میں عوامی مسائل کے حل کیلئے اقدامات کا مطالبہ کیا گیا ہے، متعلقہ حکام نے یقین دہانی کرائی کہ جلد کارروائی کی جائے گی اور شکایات کا ازالہ کیا جائے گا۔ رہنماؤں نے کہا کہ عوام کو بنیادی سہولیات کی فراہمی حکومت کی ذمہ داری ہے۔: [537, 627, 637, 690]
- subheadline: عمل کیلئے احتجاج جاری: [215, 306, 319, 332]
- notice-header: [748, 919, 854, 933]
- photo-caption: سبزی منڈی کے تاجر پولیس کی زیادتی کے خلاف پریس کانفرنس کر: [828, 257, 957, 286]
- notice-number: نمبر 11: [811, 1209, 853, 1222]
- notice-title: لاٹ کی تفصیلات: [854, 595, 924, 608]
- notice-title: قانون: [748, 1209, 811, 1222]
- notice-body: حیدرآباد (اسٹاف رپورٹر) شہر کے مختلف علاقوں میں عوامی مسائل کے حل کیلئے اقدامات کا مطالبہ کیا گیا ہے، متعلقہ حکام نے یقین دہانی کرائی کہ جلد کارروائی کی جائے گی اور شکایات کا ازالہ کیا جائے گا۔ رہنماؤں نے کہا کہ عوام کو بنیادی سہولیات کی فراہمی حکومت کی ذمہ داری ہے۔: [644, 1515, 744, 1578]
- notice-number: نمبر 22: [598, 697, 640, 710]
- notice-body: حیدرآباد (اسٹاف رپورٹر) شہر کے مختلف علاقوں میں عوامی مسائل کے حل کیلئے اقدامات کا مطالبہ کیا گیا ہے، متعلقہ حکام نے یقین دہانی کرائی کہ جلد کارروائی کی جائے گی اور شکایات کا ازالہ کیا جائے گا۔ رہنماؤں نے کہا کہ عوام کو بنیادی سہولیات کی فراہمی حکومت کی ذمہ داری ہے۔: [857, 2011, 957, 2074]
- masthead-urdu: روزنامہ امت ۱۳ جون ۲۰۲۱: [799, 1, 956, 15]
- notice-body: حیدرآباد (اسٹاف رپورٹر) شہر کے مختلف علاقوں میں عوامی مسائل کے حل کیلئے اقدامات کا مطالبہ کیا گیا ہے، متعلقہ حکام نے یقین دہانی کرائی کہ جلد کارروائی کی جائے گی اور شکایات کا ازالہ کیا جائے گا۔ رہنماؤں نے کہا کہ عوام کو بنیادی سہولیات کی فراہمی حکومت کی ذمہ داری ہے۔: [217, 559, 317, 622]
- notice-body: حیدرآباد (اسٹاف رپورٹر) شہر کے مختلف علاقوں میں عوامی مسائل کے حل کیلئے اقدامات کا مطالبہ کیا گیا ہے، متعلقہ حکام نے یقین دہانی کرائی کہ جلد کارروائی کی جائے گی اور شکایات کا ازالہ کیا جائے گا۔ رہنماؤں نے کہا کہ عوام کو بنیادی سہولیات کی فراہمی حکومت کی ذمہ داری ہے۔: [857, 1721, 957, 1784]
- photo-caption: سبزی منڈی کے تاجر پولیس کی زیادتی کے خلاف احتجاج کر رہے ہیں: [828, 385, 957, 405]
- subheadline: رہنما کا اظہار افسوس: [215, 434, 319, 460]
- notice-body: حیدرآباد (اسٹاف رپورٹر) شہر کے مختلف علاقوں میں عوامی مسائل کے حل کیلئے اقدامات کا مطالبہ کیا گیا ہے، متعلقہ حکام نے یقین دہانی کرائی کہ جلد کارروائی کی جائے گی اور شکایات کا ازالہ کیا جائے گا۔ رہنماؤں نے کہا کہ عوام کو بنیادی سہولیات کی فراہمی حکومت کی ذمہ داری ہے۔: [644, 935, 744, 998]
- legal-notice: [748, 1208, 854, 1359]
- notice-body: حیدرآباد (اسٹاف رپورٹر) شہر کے مختلف علاقوں میں عوامی مسائل کے حل کیلئے اقدامات کا مطالبہ کیا گیا ہے، متعلقہ حکام نے یقین دہانی کرائی کہ جلد کارروائی کی جائے گی اور شکایات کا ازالہ کیا جائے گا۔ رہنماؤں نے کہا کہ عوام کو بنیادی سہولیات کی فراہمی حکومت کی ذمہ داری ہے۔: [430, 849, 531, 912]
- notice-header: [534, 543, 640, 557]
- notice-title: سروے نمبر: [748, 919, 811, 932]
- notice-body: حیدرآباد (اسٹاف رپورٹر) شہر کے مختلف علاقوں میں عوامی مسائل کے حل کیلئے اقدامات کا مطالبہ کیا گیا ہے، متعلقہ حکام نے یقین دہانی کرائی کہ جلد کارروائی کی جائے گی اور شکایات کا ازالہ کیا جائے گا۔ رہنماؤں نے کہا کہ عوام کو بنیادی سہولیات کی فراہمی حکومت کی ذمہ داری ہے۔: [324, 849, 424, 912]
- notice-body: حیدرآباد (اسٹاف رپورٹر) شہر کے مختلف علاقوں میں عوامی مسائل کے حل کیلئے اقدامات کا مطالبہ کیا گیا ہے، متعلقہ حکام نے یقین دہانی کرائی کہ جلد کارروائی کی جائے گی اور شکایات کا ازالہ کیا جائے گا۔ رہنماؤں نے کہا کہ عوام کو بنیادی سہولیات کی فراہمی حکومت کی ذمہ داری ہے۔: [857, 1431, 957, 1494]
- notice-body: حیدرآباد (اسٹاف رپورٹر) شہر کے مختلف علاقوں میں عوامی مسائل کے حل کیلئے اقدامات کا مطالبہ کیا گیا ہے، متعلقہ حکام نے یقین دہانی کرائی کہ جلد کارروائی کی جائے گی اور شکایات کا ازالہ کیا جائے گا۔ رہنماؤں نے کہا کہ عوام کو بنیادی سہولیات کی فراہمی حکومت کی ذمہ داری ہے۔: [324, 781, 424, 844]
- notice-body: حیدرآباد (اسٹاف رپورٹر) شہر کے مختلف علاقوں میں عوامی مسائل کے حل کیلئے اقدامات کا مطالبہ کیا گیا ہے، متعلقہ حکام نے یقین دہانی کرائی کہ جلد کارروائی کی جائے گی اور شکایات کا ازالہ کیا جائے گا۔ رہنماؤں نے کہا کہ عوام کو بنیادی سہولیات کی فراہمی حکومت کی ذمہ داری ہے۔: [430, 1293, 531, 1356]
- notice-body: حیدرآباد (اسٹاف رپورٹر) شہر کے مختلف علاقوں میں عوامی مسائل کے حل کیلئے اقدامات کا مطالبہ کیا گیا ہے، متعلقہ حکام نے یقین دہانی کرائی کہ جلد کارروائی کی جائے گی اور شکایات کا ازالہ کیا جائے گا۔ رہنماؤں نے کہا کہ عوام کو بنیادی سہولیات کی فراہمی حکومت کی ذمہ داری ہے۔: [644, 1071, 744, 1134]
- notice-body: حیدرآباد (اسٹاف رپورٹر) شہر کے مختلف علاقوں میں عوامی مسائل کے حل کیلئے اقدامات کا مطالبہ کیا گیا ہے، متعلقہ حکام نے یقین دہانی کرائی کہ جلد کارروائی کی جائے گی اور شکایات کا ازالہ کیا جائے گا۔ رہنماؤں نے کہا کہ عوام کو بنیادی سہولیات کی فراہمی حکومت کی ذمہ داری ہے۔: [644, 1003, 744, 1066]
- legal-notice: [854, 594, 960, 745]
- notice-body: حیدرآباد (اسٹاف رپورٹر) شہر کے مختلف علاقوں میں عوامی مسائل کے حل کیلئے اقدامات کا مطالبہ کیا گیا ہے، متعلقہ حکام نے یقین دہانی کرائی کہ جلد کارروائی کی جائے گی اور شکایات کا ازالہ کیا جائے گا۔ رہنماؤں نے کہا کہ عوام کو بنیادی سہولیات کی فراہمی حکومت کی ذمہ داری ہے۔: [217, 1379, 317, 1442]
- notice-body: حیدرآباد (اسٹاف رپورٹر) شہر کے مختلف علاقوں میں عوامی مسائل کے حل کیلئے اقدامات کا مطالبہ کیا گیا ہے، متعلقہ حکام نے یقین دہانی کرائی کہ جلد کارروائی کی جائے گی اور شکایات کا ازالہ کیا جائے گا۔ رہنماؤں نے کہا کہ عوام کو بنیادی سہولیات کی فراہمی حکومت کی ذمہ داری ہے۔: [644, 1379, 744, 1442]
- story-gcu-grant: [827, 22, 958, 148]
- subheadline: گرمی کی لہر میں طویل بجلی بندش نے عوام کا جینا مشکل بنا دیا۔رفیق کیسی: [3, 313, 211, 339]
- headline: جی سی یونیورسٹی کیلئے گرانٹ منظوری خوش آئند ہے۔المشائی: [837, 25, 948, 59]
- notice-number: نمبر 17: [704, 1209, 746, 1222]
- legal-notice: [214, 918, 320, 1205]
- notice-title: فارم: [641, 1875, 704, 1888]
- headline: گھوگی گرین حادثے پر پیپلز: [219, 411, 315, 432]
- notice-body: حیدرآباد (اسٹاف رپورٹر) شہر کے مختلف علاقوں میں عوامی مسائل کے حل کیلئے اقدامات کا مطالبہ کیا گیا ہے، متعلقہ حکام نے یقین دہانی کرائی کہ جلد کارروائی کی جائے گی اور شکایات کا ازالہ کیا جائے گا۔ رہنماؤں نے کہا کہ عوام کو بنیادی سہولیات کی فراہمی حکومت کی ذمہ داری ہے۔: [217, 781, 317, 844]
- notice-header: [321, 1209, 427, 1223]
- story-body: حیدرآباد (اسٹاف رپورٹر) کوٹری کے رہائشیوں نے مطالبات کے حق میں پریس کلب کے سامنے احتجاجی مظاہرہ کیا ۔ (باقی صفحہ 11 نمبر 12): [432, 205, 524, 250]
- notice-body: حیدرآباد (اسٹاف رپورٹر) شہر کے مختلف علاقوں میں عوامی مسائل کے حل کیلئے اقدامات کا مطالبہ کیا گیا ہے، متعلقہ حکام نے یقین دہانی کرائی کہ جلد کارروائی کی جائے گی اور شکایات کا ازالہ کیا جائے گا۔ رہنماؤں نے کہا کہ عوام کو بنیادی سہولیات کی فراہمی حکومت کی ذمہ داری ہے۔: [537, 1139, 637, 1202]
- notice-header: [214, 697, 320, 711]
- legal-notice: [854, 1260, 960, 1411]
- legal-notice: [854, 1636, 960, 1923]
- notice-header: [214, 1363, 320, 1377]
- legal-notice: [321, 1208, 427, 1359]
- notice-title: نوٹس: [534, 697, 597, 710]
- notice-body: حیدرآباد (اسٹاف رپورٹر) شہر کے مختلف علاقوں میں عوامی مسائل کے حل کیلئے اقدامات کا مطالبہ کیا گیا ہے، متعلقہ حکام نے یقین دہانی کرائی کہ جلد کارروائی کی جائے گی اور شکایات کا ازالہ کیا جائے گا۔ رہنماؤں نے کہا کہ عوام کو بنیادی سہولیات کی فراہمی حکومت کی ذمہ داری ہے۔: [750, 1805, 851, 1868]
- story-body: حیدرآباد (اسٹاف رپورٹر) ملازمین کی تنخواہوں میں محض 10 فیصد اضافہ ناکافی ہے، مہنگائی کے تناسب سے اضافہ کیا جائے ۔ (باقی صفحہ 11 نمبر 14): [644, 340, 821, 367]
- notice-body: حیدرآباد (اسٹاف رپورٹر) شہر کے مختلف علاقوں میں عوامی مسائل کے حل کیلئے اقدامات کا مطالبہ کیا گیا ہے، متعلقہ حکام نے یقین دہانی کرائی کہ جلد کارروائی کی جائے گی اور شکایات کا ازالہ کیا جائے گا۔ رہنماؤں نے کہا کہ عوام کو بنیادی سہولیات کی فراہمی حکومت کی ذمہ داری ہے۔: [644, 849, 744, 912]
- notice-body: حیدرآباد (اسٹاف رپورٹر) شہر کے مختلف علاقوں میں عوامی مسائل کے حل کیلئے اقدامات کا مطالبہ کیا گیا ہے، متعلقہ حکام نے یقین دہانی کرائی کہ جلد کارروائی کی جائے گی اور شکایات کا ازالہ کیا جائے گا۔ رہنماؤں نے کہا کہ عوام کو بنیادی سہولیات کی فراہمی حکومت کی ذمہ داری ہے۔: [750, 1737, 851, 1800]
- notice-body: حیدرآباد (اسٹاف رپورٹر) شہر کے مختلف علاقوں میں عوامی مسائل کے حل کیلئے اقدامات کا مطالبہ کیا گیا ہے، متعلقہ حکام نے یقین دہانی کرائی کہ جلد کارروائی کی جائے گی اور شکایات کا ازالہ کیا جائے گا۔ رہنماؤں نے کہا کہ عوام کو بنیادی سہولیات کی فراہمی حکومت کی ذمہ داری ہے۔: [750, 1003, 851, 1066]
- subheadline: کورونا صورتحال میں بہتر بجٹ ہے، بیلنس کمال، بہتری کی گنجائش ہے۔ مظہر الحق: [323, 448, 587, 474]
- notice-body: حیدرآباد (اسٹاف رپورٹر) شہر کے مختلف علاقوں میں عوامی مسائل کے حل کیلئے اقدامات کا مطالبہ کیا گیا ہے، متعلقہ حکام نے یقین دہانی کرائی کہ جلد کارروائی کی جائے گی اور شکایات کا ازالہ کیا جائے گا۔ رہنماؤں نے کہا کہ عوام کو بنیادی سہولیات کی فراہمی حکومت کی ذمہ داری ہے۔: [750, 1379, 851, 1442]
- notice-header: [534, 697, 640, 711]
- notice-header: [321, 919, 427, 933]
- notice-title: بیان: [428, 919, 491, 932]
- notice-header: [428, 919, 534, 933]
- notice-body: حیدرآباد (اسٹاف رپورٹر) شہر کے مختلف علاقوں میں عوامی مسائل کے حل کیلئے اقدامات کا مطالبہ کیا گیا ہے، متعلقہ حکام نے یقین دہانی کرائی کہ جلد کارروائی کی جائے گی اور شکایات کا ازالہ کیا جائے گا۔ رہنماؤں نے کہا کہ عوام کو بنیادی سہولیات کی فراہمی حکومت کی ذمہ داری ہے۔: [430, 781, 531, 844]
- notice-title: درخواست: [641, 1363, 704, 1376]
- notice-body: حیدرآباد (اسٹاف رپورٹر) شہر کے مختلف علاقوں میں عوامی مسائل کے حل کیلئے اقدامات کا مطالبہ کیا گیا ہے، متعلقہ حکام نے یقین دہانی کرائی کہ جلد کارروائی کی جائے گی اور شکایات کا ازالہ کیا جائے گا۔ رہنماؤں نے کہا کہ عوام کو بنیادی سہولیات کی فراہمی حکومت کی ذمہ داری ہے۔: [430, 627, 531, 690]
- notice-body: حیدرآباد (اسٹاف رپورٹر) شہر کے مختلف علاقوں میں عوامی مسائل کے حل کیلئے اقدامات کا مطالبہ کیا گیا ہے، متعلقہ حکام نے یقین دہانی کرائی کہ جلد کارروائی کی جائے گی اور شکایات کا ازالہ کیا جائے گا۔ رہنماؤں نے کہا کہ عوام کو بنیادی سہولیات کی فراہمی حکومت کی ذمہ داری ہے۔: [750, 1225, 851, 1288]
- notice-body: حیدرآباد (اسٹاف رپورٹر) شہر کے مختلف علاقوں میں عوامی مسائل کے حل کیلئے اقدامات کا مطالبہ کیا گیا ہے، متعلقہ حکام نے یقین دہانی کرائی کہ جلد کارروائی کی جائے گی اور شکایات کا ازالہ کیا جائے گا۔ رہنماؤں نے کہا کہ عوام کو بنیادی سہولیات کی فراہمی حکومت کی ذمہ داری ہے۔: [537, 1071, 637, 1134]
- story-balanced-budget: [827, 408, 958, 535]
- notice-title: پلاٹ نمبر: [854, 1261, 924, 1274]
- notice-body: حیدرآباد (اسٹاف رپورٹر) شہر کے مختلف علاقوں میں عوامی مسائل کے حل کیلئے اقدامات کا مطالبہ کیا گیا ہے، متعلقہ حکام نے یقین دہانی کرائی کہ جلد کارروائی کی جائے گی اور شکایات کا ازالہ کیا جائے گا۔ رہنماؤں نے کہا کہ عوام کو بنیادی سہولیات کی فراہمی حکومت کی ذمہ داری ہے۔: [750, 1515, 851, 1578]
- news-photo: [425, 23, 637, 111]
- notice-header: [214, 1209, 320, 1223]
- notice-column: [853, 539, 960, 2074]
- story-body: حیدرآباد (اسٹاف رپورٹر) معذور افراد نے سرکاری ملازمتوں میں کوٹے پر عمل درآمد کیلئے احتجاج کیا ۔ (باقی صفحہ 11 نمبر 16): [218, 333, 316, 369]
- notice-header: [641, 1585, 747, 1599]
- notice-body: حیدرآباد (اسٹاف رپورٹر) شہر کے مختلف علاقوں میں عوامی مسائل کے حل کیلئے اقدامات کا مطالبہ کیا گیا ہے، متعلقہ حکام نے یقین دہانی کرائی کہ جلد کارروائی کی جائے گی اور شکایات کا ازالہ کیا جائے گا۔ رہنماؤں نے کہا کہ عوام کو بنیادی سہولیات کی فراہمی حکومت کی ذمہ داری ہے۔: [750, 1293, 851, 1356]
- notice-body: حیدرآباد (اسٹاف رپورٹر) شہر کے مختلف علاقوں میں عوامی مسائل کے حل کیلئے اقدامات کا مطالبہ کیا گیا ہے، متعلقہ حکام نے یقین دہانی کرائی کہ جلد کارروائی کی جائے گی اور شکایات کا ازالہ کیا جائے گا۔ رہنماؤں نے کہا کہ عوام کو بنیادی سہولیات کی فراہمی حکومت کی ذمہ داری ہے۔: [857, 1499, 957, 1562]
- notice-body: حیدرآباد (اسٹاف رپورٹر) شہر کے مختلف علاقوں میں عوامی مسائل کے حل کیلئے اقدامات کا مطالبہ کیا گیا ہے، متعلقہ حکام نے یقین دہانی کرائی کہ جلد کارروائی کی جائے گی اور شکایات کا ازالہ کیا جائے گا۔ رہنماؤں نے کہا کہ عوام کو بنیادی سہولیات کی فراہمی حکومت کی ذمہ داری ہے۔: [750, 781, 851, 844]
- legal-notice: [428, 542, 534, 693]
- photo-caption: ڈائریکٹر جنرل حیدرآباد ڈیولپمنٹ اتھارٹی، پروفیسر عبد الستار چیئرمین انٹرنیشنل: [323, 375, 527, 395]
- notice-title: اعلان: [321, 543, 384, 556]
- notice-title: سکھر: [321, 1209, 384, 1222]
- photo-caption-2: صدر سیفل کمبوہ و دیگر پریس کانفرنس کر رہے ہیں: [591, 516, 824, 527]
- notice-title: مطالبہ: [214, 1363, 277, 1376]
- notice-body: حیدرآباد (اسٹاف رپورٹر) شہر کے مختلف علاقوں میں عوامی مسائل کے حل کیلئے اقدامات کا مطالبہ کیا گیا ہے، متعلقہ حکام نے یقین دہانی کرائی کہ جلد کارروائی کی جائے گی اور شکایات کا ازالہ کیا جائے گا۔ رہنماؤں نے کہا کہ عوام کو بنیادی سہولیات کی فراہمی حکومت کی ذمہ داری ہے۔: [857, 611, 957, 674]
- story-photo-heirs-protest: [104, 408, 212, 542]
- notice-body: حیدرآباد (اسٹاف رپورٹر) شہر کے مختلف علاقوں میں عوامی مسائل کے حل کیلئے اقدامات کا مطالبہ کیا گیا ہے، متعلقہ حکام نے یقین دہانی کرائی کہ جلد کارروائی کی جائے گی اور شکایات کا ازالہ کیا جائے گا۔ رہنماؤں نے کہا کہ عوام کو بنیادی سہولیات کی فراہمی حکومت کی ذمہ داری ہے۔: [217, 1293, 317, 1356]
- notice-body: حیدرآباد (اسٹاف رپورٹر) شہر کے مختلف علاقوں میں عوامی مسائل کے حل کیلئے اقدامات کا مطالبہ کیا گیا ہے، متعلقہ حکام نے یقین دہانی کرائی کہ جلد کارروائی کی جائے گی اور شکایات کا ازالہ کیا جائے گا۔ رہنماؤں نے کہا کہ عوام کو بنیادی سہولیات کی فراہمی حکومت کی ذمہ داری ہے۔: [430, 1003, 531, 1066]
- headline: آئین کے آرٹیکل A140 میں ترمیم ضروری ہوگی۔مصطفیٰ کمال: [559, 154, 796, 190]
- notice-body: حیدرآباد (اسٹاف رپورٹر) شہر کے مختلف علاقوں میں عوامی مسائل کے حل کیلئے اقدامات کا مطالبہ کیا گیا ہے، متعلقہ حکام نے یقین دہانی کرائی کہ جلد کارروائی کی جائے گی اور شکایات کا ازالہ کیا جائے گا۔ رہنماؤں نے کہا کہ عوام کو بنیادی سہولیات کی فراہمی حکومت کی ذمہ داری ہے۔: [217, 713, 317, 776]
- story-photo-hda: [322, 280, 528, 404]
- story-goth-haider-bux: [530, 280, 638, 404]
- notice-number: نمبر 10: [811, 919, 853, 932]
- headline: بلدیہ اعلیٰ میں اندھیر نگری چوپٹ راج ہے۔اسٹاف یونین: [326, 25, 418, 56]
- notice-number: نمبر 34: [384, 697, 426, 710]
- headline: ناقص سیوریج نظام نے اسٹیشن روڈ پر کاروبار تباہ کر دیا۔فاروق مشتاق: [13, 24, 309, 52]
- notice-body: حیدرآباد (اسٹاف رپورٹر) شہر کے مختلف علاقوں میں عوامی مسائل کے حل کیلئے اقدامات کا مطالبہ کیا گیا ہے، متعلقہ حکام نے یقین دہانی کرائی کہ جلد کارروائی کی جائے گی اور شکایات کا ازالہ کیا جائے گا۔ رہنماؤں نے کہا کہ عوام کو بنیادی سہولیات کی فراہمی حکومت کی ذمہ داری ہے۔: [857, 901, 957, 964]
- subheadline: کا حیدرآباد میں احتجاج: [429, 178, 527, 204]
- photo-caption: نائب امیر جماعت اسلامی پاکستان راشد نسیم سے ملاقات کر رہے ہیں: [3, 253, 183, 273]
- notice-title: معمہ: [748, 543, 818, 556]
- notice-body: حیدرآباد (اسٹاف رپورٹر) شہر کے مختلف علاقوں میں عوامی مسائل کے حل کیلئے اقدامات کا مطالبہ کیا گیا ہے، متعلقہ حکام نے یقین دہانی کرائی کہ جلد کارروائی کی جائے گی اور شکایات کا ازالہ کیا جائے گا۔ رہنماؤں نے کہا کہ عوام کو بنیادی سہولیات کی فراہمی حکومت کی ذمہ داری ہے۔: [324, 713, 424, 776]
- notice-body: حیدرآباد (اسٹاف رپورٹر) شہر کے مختلف علاقوں میں عوامی مسائل کے حل کیلئے اقدامات کا مطالبہ کیا گیا ہے، متعلقہ حکام نے یقین دہانی کرائی کہ جلد کارروائی کی جائے گی اور شکایات کا ازالہ کیا جائے گا۔ رہنماؤں نے کہا کہ عوام کو بنیادی سہولیات کی فراہمی حکومت کی ذمہ داری ہے۔: [430, 1379, 531, 1442]
- notice-header: [854, 749, 960, 763]
- news-photo: [591, 409, 824, 505]
- notice-body: حیدرآباد (اسٹاف رپورٹر) شہر کے مختلف علاقوں میں عوامی مسائل کے حل کیلئے اقدامات کا مطالبہ کیا گیا ہے، متعلقہ حکام نے یقین دہانی کرائی کہ جلد کارروائی کی جائے گی اور شکایات کا ازالہ کیا جائے گا۔ رہنماؤں نے کہا کہ عوام کو بنیادی سہولیات کی فراہمی حکومت کی ذمہ داری ہے۔: [750, 1071, 851, 1134]
- notice-title: پلاٹ: [748, 1585, 811, 1598]
- notice-column: [320, 539, 427, 1772]
- notice-number: نمبر 19: [704, 1585, 746, 1598]
- legal-notice: [428, 1362, 534, 1581]
- notice-title: مقدمہ: [214, 1209, 277, 1222]
- notice-title: تحقیق: [641, 1585, 704, 1598]
- notice-body: حیدرآباد (اسٹاف رپورٹر) شہر کے مختلف علاقوں میں عوامی مسائل کے حل کیلئے اقدامات کا مطالبہ کیا گیا ہے، متعلقہ حکام نے یقین دہانی کرائی کہ جلد کارروائی کی جائے گی اور شکایات کا ازالہ کیا جائے گا۔ رہنماؤں نے کہا کہ عوام کو بنیادی سہولیات کی فراہمی حکومت کی ذمہ داری ہے۔: [750, 1139, 851, 1202]
- notice-number: نمبر 28: [491, 697, 533, 710]
- headline: پنشن میں 30 فیصد اضافہ کیا جانا چاہیے تھا۔صاحبزادہ وزیر: [644, 282, 821, 310]
- subheadline: سول سوسائٹی حیدرآباد سے ملکر مسائل حل کیلئے جلد تحریک چلائیں گے۔ گفتگو: [531, 192, 824, 218]
